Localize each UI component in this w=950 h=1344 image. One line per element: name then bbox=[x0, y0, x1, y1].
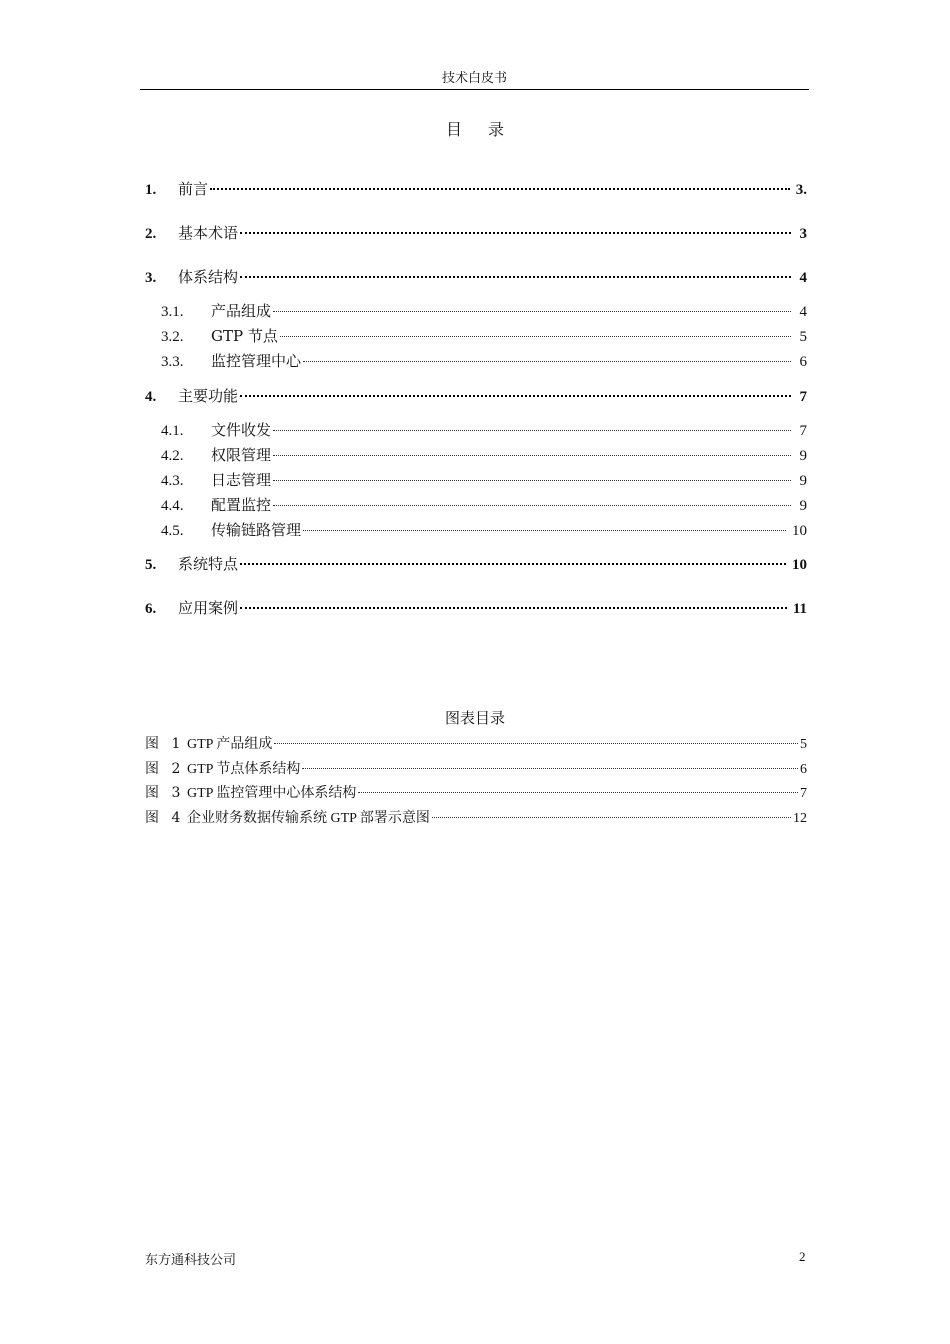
toc-entry-number: 5. bbox=[145, 557, 157, 573]
figure-label: 图 2 bbox=[145, 761, 185, 777]
dot-leader bbox=[240, 395, 791, 397]
toc-entry-number: 3.3. bbox=[161, 354, 184, 370]
toc-entry[interactable] bbox=[145, 385, 807, 405]
toc-subentry[interactable] bbox=[145, 494, 807, 514]
toc-entry-title: 前言 bbox=[178, 180, 209, 198]
dot-leader bbox=[273, 505, 791, 506]
dot-leader bbox=[240, 563, 786, 565]
dot-leader bbox=[240, 232, 791, 234]
dot-leader bbox=[432, 817, 791, 818]
figure-page: 6 bbox=[800, 762, 807, 777]
toc-entry-page: 4 bbox=[799, 270, 807, 286]
dot-leader bbox=[358, 792, 798, 793]
toc-entry-page: 10 bbox=[792, 557, 807, 573]
dot-leader bbox=[303, 530, 786, 531]
dot-leader bbox=[280, 336, 791, 337]
figure-title: GTP 节点体系结构 bbox=[187, 762, 301, 777]
toc-entry-number: 4.3. bbox=[161, 473, 184, 489]
dot-leader bbox=[273, 455, 791, 456]
toc-entry-title: 产品组成 bbox=[211, 302, 272, 320]
toc-subentry[interactable] bbox=[145, 419, 807, 439]
toc-entry-page: 3. bbox=[795, 182, 807, 198]
toc-subentry[interactable] bbox=[145, 444, 807, 464]
page-header: 技术白皮书 bbox=[140, 70, 809, 90]
toc-entry-title: 体系结构 bbox=[178, 268, 239, 286]
figure-title: GTP 产品组成 bbox=[187, 737, 273, 752]
figure-page: 5 bbox=[800, 737, 807, 752]
toc-entry-title: 传输链路管理 bbox=[211, 521, 302, 539]
toc-entry-title: 监控管理中心 bbox=[211, 352, 302, 370]
toc-entry-number: 4.4. bbox=[161, 498, 184, 514]
dot-leader bbox=[240, 276, 791, 278]
toc-subentry[interactable] bbox=[145, 469, 807, 489]
dot-leader bbox=[210, 188, 790, 190]
toc-entry-title: 系统特点 bbox=[178, 555, 239, 573]
toc-entry-number: 4.5. bbox=[161, 523, 184, 539]
toc-entry-page: 9 bbox=[799, 473, 807, 489]
figure-list-title: 图表目录 bbox=[444, 709, 505, 727]
dot-leader bbox=[274, 743, 798, 744]
toc-title: 目录 bbox=[445, 120, 530, 139]
toc-entry-number: 3.1. bbox=[161, 304, 184, 320]
figure-entry[interactable] bbox=[145, 807, 807, 827]
toc-entry-page: 11 bbox=[792, 601, 807, 617]
figure-page: 12 bbox=[793, 811, 807, 826]
toc-entry-page: 6 bbox=[799, 354, 807, 370]
figure-label: 图 1 bbox=[145, 736, 185, 752]
footer-page-number: 2 bbox=[799, 1249, 806, 1264]
toc-entry[interactable] bbox=[145, 266, 807, 286]
toc-entry-title: 权限管理 bbox=[211, 446, 272, 464]
toc-entry-page: 9 bbox=[799, 498, 807, 514]
toc-entry-number: 3. bbox=[145, 270, 157, 286]
dot-leader bbox=[273, 480, 791, 481]
toc-subentry[interactable] bbox=[145, 350, 807, 370]
toc-entry-title: 日志管理 bbox=[211, 471, 272, 489]
toc-entry[interactable] bbox=[145, 597, 807, 617]
toc-entry-number: 4. bbox=[145, 389, 157, 405]
figure-entry[interactable] bbox=[145, 782, 807, 802]
toc-entry-page: 9 bbox=[799, 448, 807, 464]
figure-title: 企业财务数据传输系统 GTP 部署示意图 bbox=[187, 811, 430, 826]
dot-leader bbox=[273, 311, 791, 312]
toc-entry-number: 2. bbox=[145, 226, 157, 242]
toc-subentry[interactable] bbox=[145, 519, 807, 539]
toc-entry-title: 主要功能 bbox=[178, 387, 239, 405]
footer-company: 东方通科技公司 bbox=[145, 1253, 237, 1268]
toc-entry-page: 7 bbox=[799, 423, 807, 439]
toc-entry-number: 1. bbox=[145, 182, 157, 198]
figure-label: 图 4 bbox=[145, 810, 185, 826]
toc-entry-title: 配置监控 bbox=[211, 496, 272, 514]
figure-entry[interactable] bbox=[145, 733, 807, 753]
dot-leader bbox=[273, 430, 791, 431]
toc-subentry[interactable] bbox=[145, 325, 807, 345]
toc-entry-number: 4.1. bbox=[161, 423, 184, 439]
dot-leader bbox=[240, 607, 787, 609]
toc-entry-page: 4 bbox=[799, 304, 807, 320]
toc-entry-page: 10 bbox=[792, 523, 807, 539]
toc-entry[interactable] bbox=[145, 553, 807, 573]
toc-entry[interactable] bbox=[145, 222, 807, 242]
figure-page: 7 bbox=[800, 786, 807, 801]
toc-entry-title: 文件收发 bbox=[211, 421, 272, 439]
toc-entry-title: GTP 节点 bbox=[211, 327, 278, 345]
toc-entry-page: 5 bbox=[799, 329, 807, 345]
toc-entry-number: 4.2. bbox=[161, 448, 184, 464]
dot-leader bbox=[303, 361, 791, 362]
dot-leader bbox=[302, 768, 798, 769]
figure-title: GTP 监控管理中心体系结构 bbox=[187, 786, 357, 801]
toc-entry-page: 3 bbox=[799, 226, 807, 242]
toc-subentry[interactable] bbox=[145, 300, 807, 320]
toc-entry[interactable] bbox=[145, 178, 807, 198]
toc-entry-number: 3.2. bbox=[161, 329, 184, 345]
toc-entry-title: 基本术语 bbox=[178, 224, 239, 242]
figure-entry[interactable] bbox=[145, 758, 807, 778]
toc-entry-number: 6. bbox=[145, 601, 157, 617]
figure-label: 图 3 bbox=[145, 785, 185, 801]
toc-entry-title: 应用案例 bbox=[178, 599, 239, 617]
toc-entry-page: 7 bbox=[799, 389, 807, 405]
